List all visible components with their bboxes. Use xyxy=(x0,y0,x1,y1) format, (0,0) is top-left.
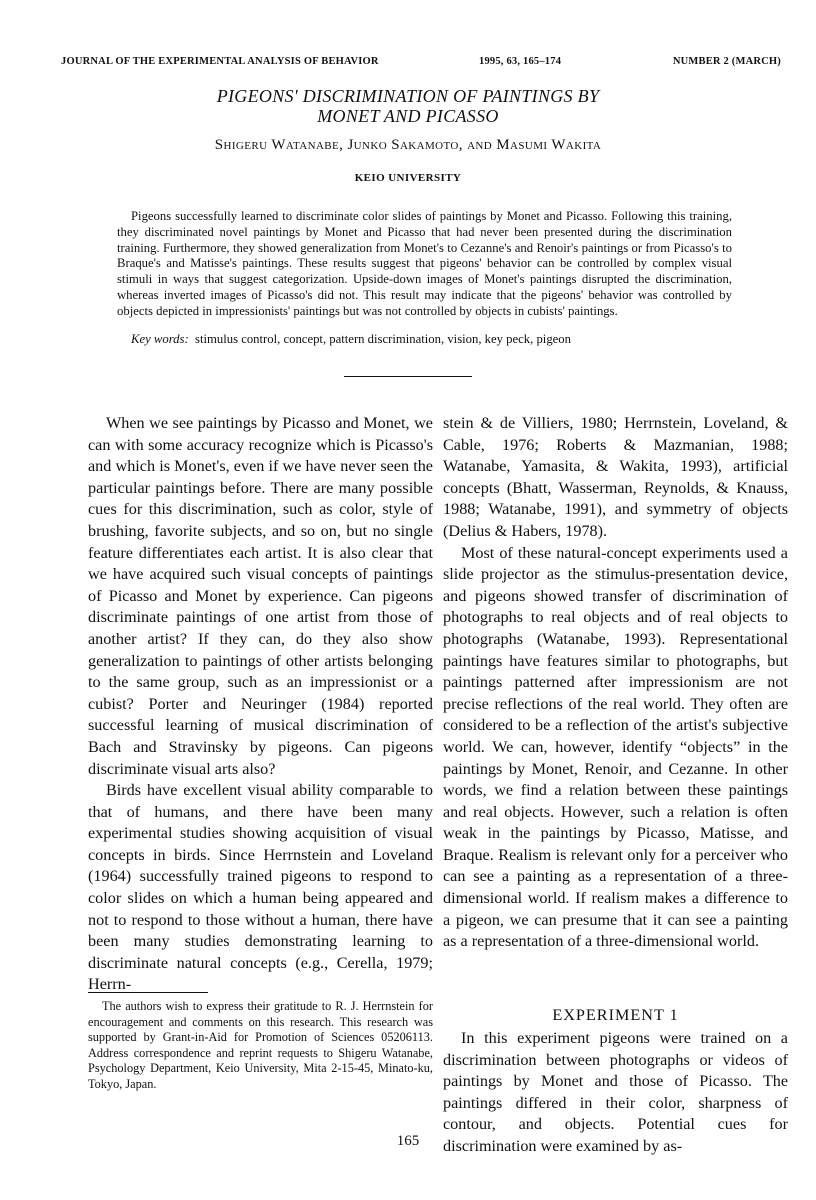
section-divider xyxy=(344,376,472,377)
title-line-2: MONET AND PICASSO xyxy=(317,106,499,126)
abstract-text: Pigeons successfully learned to discriminate color slides of paintings by Monet and Picasso. Following this training, they discriminated novel paintings by Monet and Picasso that had never been presented during the discrimination training. Furthermore, they showed generalization from Monet's to Cezanne's and Renoir's paintings or from Picasso's to Braque's and Matisse's paintings. These results suggest that pigeons' behavior can be controlled by complex visual stimuli in ways that suggest categorization. Upside-down images of Monet's paintings disrupted the discrimination, whereas inverted images of Picasso's did not. This result may indicate that the pigeons' behavior was controlled by objects depicted in impressionists' paintings but was not controlled by objects in cubists' paintings. xyxy=(117,209,732,318)
keywords-label: Key words: xyxy=(131,332,189,346)
section-heading: EXPERIMENT 1 xyxy=(552,1006,679,1024)
article-title xyxy=(0,86,816,126)
abstract xyxy=(117,209,732,320)
footnote: The authors wish to express their gratitude to R. J. Herrnstein for encouragement and comments on this research. This research was supported by Grant-in-Aid for Promotion of Sciences 05206113. Address correspondence and reprint requests to Shigeru Watanabe, Psychology Department, Keio University, Mita 2-15-45, Minato-ku, Tokyo, Japan. xyxy=(88,999,433,1091)
experiment-1-paragraph: In this experiment pigeons were trained on a discrimination between photographs or videos of paintings by Monet and those of Picasso. The paintings differed in their color, sharpness of contour, and objects. Potential cues for discrimination were examined by as- xyxy=(443,1029,788,1155)
right-column xyxy=(443,413,788,953)
intro-paragraph-2: Birds have excellent visual ability comparable to that of humans, and there have been many experimental studies showing acquisition of visual concepts in birds. Since Herrnstein and Loveland (1964) successfully trained pigeons to respond to color slides on which a human being appeared and not to respond to those without a human, there have been many studies demonstrating learning to discriminate natural concepts (e.g., Cerella, 1979; Herrn- xyxy=(88,781,433,994)
keywords-text: stimulus control, concept, pattern discrimination, vision, key peck, pigeon xyxy=(195,332,571,346)
intro-paragraph-continued: stein & de Villiers, 1980; Herrnstein, Loveland, & Cable, 1976; Roberts & Mazmanian, 1988; Watanabe, Yamasita, & Wakita, 1993), artificial concepts (Bhatt, Wasserman, Reynolds, & Knauss, 1988; Watanabe, 1991), and symmetry of objects (Delius & Habers, 1978). xyxy=(443,414,788,540)
issue-info: NUMBER 2 (MARCH) xyxy=(672,56,781,67)
footnote-divider xyxy=(88,992,208,993)
intro-paragraph-3: Most of these natural-concept experiments used a slide projector as the stimulus-presentation device, and pigeons showed transfer of discrimination of photographs to real objects and of real objects to photographs (Watanabe, 1993). Representational paintings have features similar to photographs, but paintings patterned after impressionism are not precise reflections of the real world. They often are considered to be a reflection of the artist's subjective world. We can, however, identify “objects” in the paintings by Monet, Renoir, and Cezanne. In other words, we find a relation between these paintings and real objects. However, such a relation is often weak in the paintings by Picasso, Matisse, and Braque. Realism is relevant only for a perceiver who can see a painting as a representation of a three-dimensional world. If realism makes a difference to a pigeon, we can presume that it can see a painting as a representation of a three-dimensional world. xyxy=(443,543,788,951)
title-line-1: PIGEONS' DISCRIMINATION OF PAINTINGS BY xyxy=(216,86,600,106)
left-column xyxy=(88,413,433,996)
affiliation: KEIO UNIVERSITY xyxy=(354,172,462,184)
intro-paragraph-1: When we see paintings by Picasso and Monet, we can with some accuracy recognize which is Picasso's and which is Monet's, even if we have never seen the particular paintings before. There are many possible cues for this discrimination, such as color, style of brushing, favorite subjects, and so on, but no single feature differentiates each artist. It is also clear that we have acquired such visual concepts of paintings of Picasso and Monet by experience. Can pigeons discriminate paintings of one artist from those of another artist? If they can, do they also show generalization to paintings of other artists belonging to the same group, such as an impressionist or a cubist? Porter and Neuringer (1984) reported successful learning of musical discrimination of Bach and Stravinsky by pigeons. Can pigeons discriminate visual arts also? xyxy=(88,414,433,778)
journal-name: JOURNAL OF THE EXPERIMENTAL ANALYSIS OF BEHAVIOR xyxy=(61,56,379,67)
page-number: 165 xyxy=(396,1133,420,1149)
keywords xyxy=(117,332,732,348)
running-head xyxy=(61,56,781,72)
authors: Shigeru Watanabe, Junko Sakamoto, and Masumi Wakita xyxy=(214,137,602,153)
volume-info: 1995, 63, 165–174 xyxy=(479,56,562,67)
